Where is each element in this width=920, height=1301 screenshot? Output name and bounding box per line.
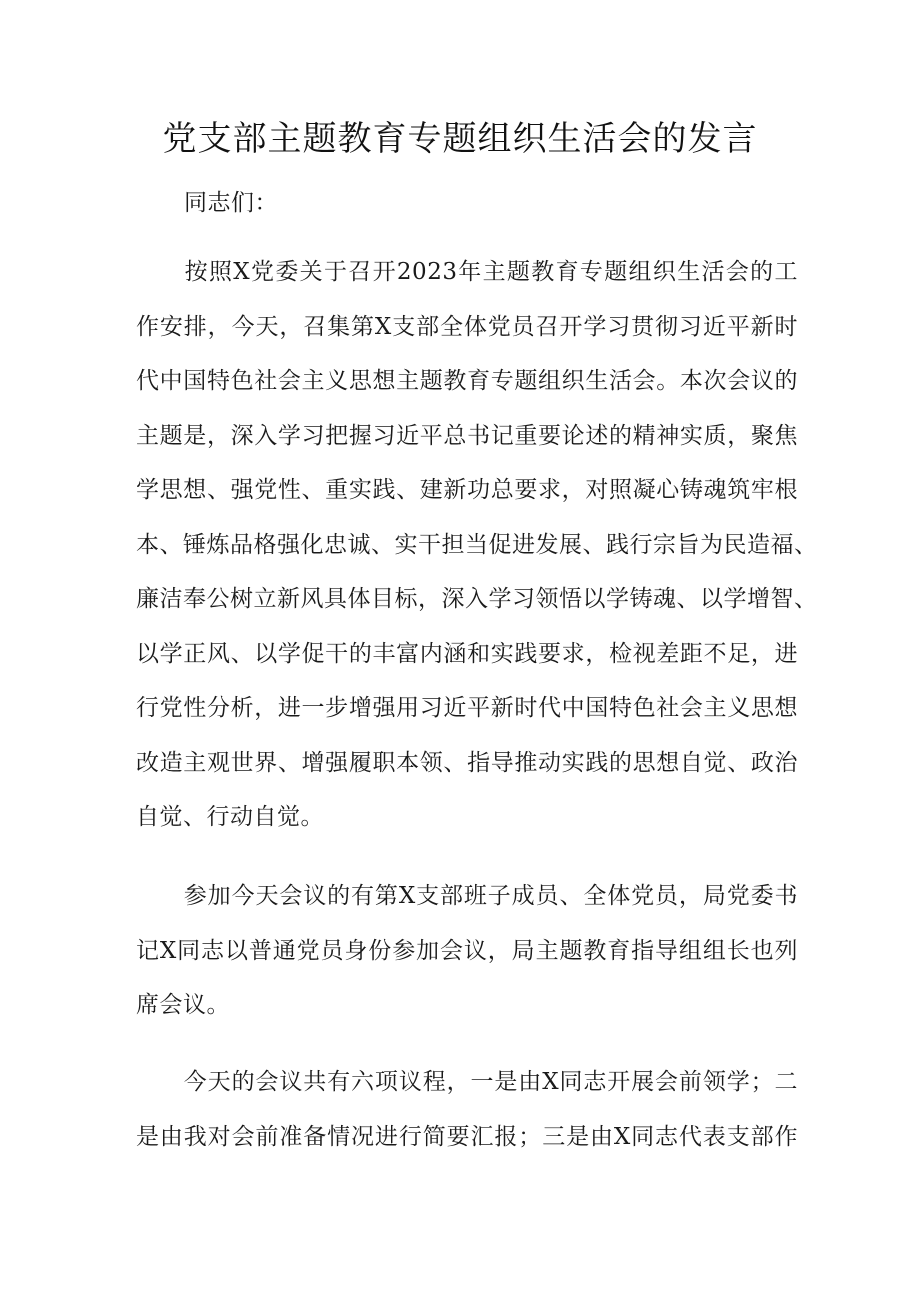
paragraph-line: 行党性分析，进一步增强用习近平新时代中国特色社会主义思想 (136, 695, 798, 721)
salutation: 同志们： (184, 190, 278, 216)
paragraph-line: 今天的会议共有六项议程，一是由X同志开展会前领学；二 (136, 1069, 798, 1095)
paragraph-line: 改造主观世界、增强履职本领、指导推动实践的思想自觉、政治 (136, 749, 798, 776)
paragraph-line: 是由我对会前准备情况进行简要汇报；三是由X同志代表支部作 (136, 1123, 798, 1150)
paragraph-2 (136, 869, 798, 1033)
paragraph-1 (136, 245, 818, 845)
document-title: 党支部主题教育专题组织生活会的发言 (162, 119, 758, 159)
paragraph-line: 代中国特色社会主义思想主题教育专题组织生活会。本次会议的 (136, 368, 798, 394)
paragraph-line: 廉洁奉公树立新风具体目标，深入学习领悟以学铸魂、以学增智、 (136, 586, 818, 612)
paragraph-line: 主题是，深入学习把握习近平总书记重要论述的精神实质，聚焦 (136, 422, 798, 449)
paragraph-line: 按照X党委关于召开2023年主题教育专题组织生活会的工 (136, 259, 798, 285)
paragraph-line: 本、锤炼品格强化忠诚、实干担当促进发展、践行宗旨为民造福、 (136, 531, 818, 558)
paragraph-line: 学思想、强党性、重实践、建新功总要求，对照凝心铸魂筑牢根 (136, 477, 798, 503)
paragraph-line: 席会议。 (136, 992, 230, 1018)
paragraph-line: 记X同志以普通党员身份参加会议，局主题教育指导组组长也列 (136, 937, 798, 964)
paragraph-3 (136, 1055, 798, 1164)
paragraph-line: 参加今天会议的有第X支部班子成员、全体党员，局党委书 (136, 883, 798, 909)
paragraph-line: 作安排，今天，召集第X支部全体党员召开学习贯彻习近平新时 (136, 313, 798, 340)
paragraph-line: 以学正风、以学促干的丰富内涵和实践要求，检视差距不足，进 (136, 640, 798, 667)
paragraph-line: 自觉、行动自觉。 (136, 804, 324, 830)
